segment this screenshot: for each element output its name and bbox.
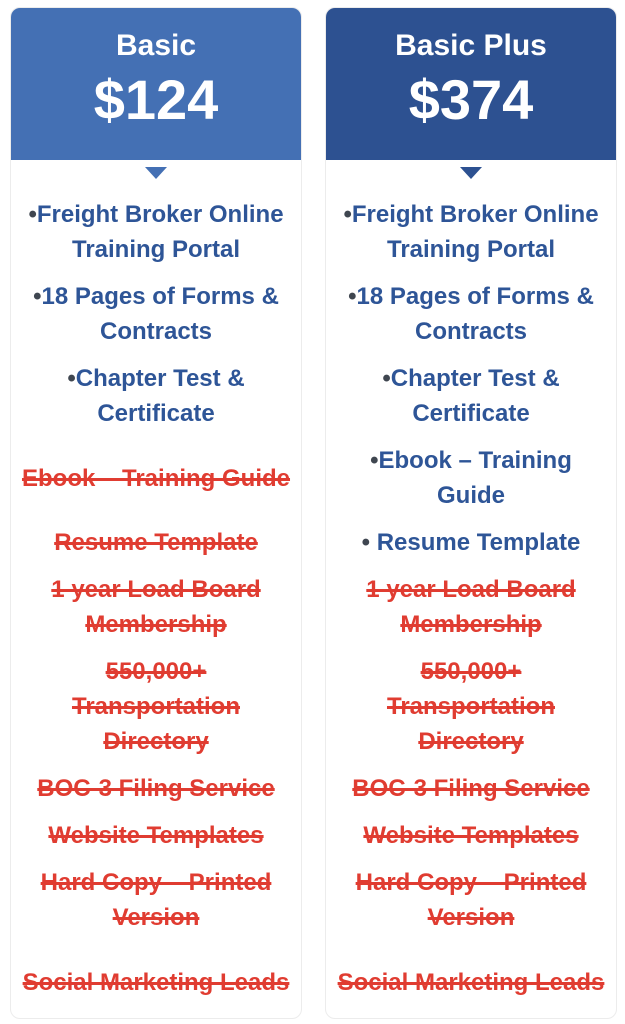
plan-title: Basic xyxy=(115,29,197,62)
feature-line: Version xyxy=(112,904,200,931)
feature-line: Hard Copy – Printed xyxy=(355,869,587,896)
feature-item-included xyxy=(326,361,616,431)
feature-item-excluded xyxy=(326,771,616,806)
plan-card-basic xyxy=(10,7,302,1019)
feature-item-excluded xyxy=(11,771,301,806)
bullet-icon: • xyxy=(67,365,76,392)
plan-title: Basic Plus xyxy=(395,29,547,62)
plan-price: $374 xyxy=(408,68,534,131)
feature-item-excluded xyxy=(326,865,616,935)
feature-line: 1 year Load Board xyxy=(51,576,261,603)
feature-item-excluded xyxy=(11,654,301,759)
feature-item-excluded xyxy=(326,572,616,642)
feature-list xyxy=(11,179,301,1017)
feature-line: Contracts xyxy=(99,318,213,345)
feature-item-included xyxy=(326,279,616,349)
bullet-icon: • xyxy=(33,283,42,310)
feature-item-excluded xyxy=(11,572,301,642)
feature-line: Resume Template xyxy=(54,529,258,556)
feature-item-included xyxy=(326,525,616,560)
feature-item-included xyxy=(326,197,616,267)
feature-item-excluded xyxy=(11,818,301,853)
bullet-icon: • xyxy=(348,283,357,310)
bullet-icon: • xyxy=(343,201,352,228)
bullet-icon: • xyxy=(361,529,371,556)
feature-line: Hard Copy – Printed xyxy=(40,869,272,896)
feature-line: •Freight Broker Online xyxy=(28,201,284,228)
plan-header-basic-plus xyxy=(326,8,616,160)
feature-line: Training Portal xyxy=(71,236,241,263)
plan-header-basic xyxy=(11,8,301,160)
feature-line: Membership xyxy=(85,611,227,638)
feature-line: Social Marketing Leads xyxy=(337,968,605,996)
feature-line: BOC-3 Filing Service xyxy=(352,775,590,802)
feature-line: 550,000+ xyxy=(105,658,207,685)
feature-item-included xyxy=(11,279,301,349)
feature-line: Transportation xyxy=(386,693,555,720)
feature-line: Contracts xyxy=(414,318,528,345)
plan-card-basic-plus xyxy=(325,7,617,1019)
feature-line: •Ebook – Training xyxy=(370,447,572,474)
feature-line: BOC-3 Filing Service xyxy=(37,775,275,802)
feature-line: Certificate xyxy=(97,400,215,427)
triangle-down-icon xyxy=(145,167,167,179)
feature-line: 1 year Load Board xyxy=(366,576,576,603)
feature-item-excluded xyxy=(326,947,616,1017)
feature-item-excluded xyxy=(326,654,616,759)
feature-line: Website Templates xyxy=(363,822,579,849)
feature-line: 550,000+ xyxy=(420,658,522,685)
bullet-icon: • xyxy=(382,365,391,392)
feature-line: Training Portal xyxy=(386,236,556,263)
feature-item-included xyxy=(11,197,301,267)
feature-line: Version xyxy=(427,904,515,931)
triangle-down-icon xyxy=(460,167,482,179)
plan-price: $124 xyxy=(93,68,219,131)
feature-line: Website Templates xyxy=(48,822,264,849)
feature-line: •Freight Broker Online xyxy=(343,201,599,228)
feature-item-included xyxy=(326,443,616,513)
feature-line: Guide xyxy=(436,482,505,509)
feature-line: •18 Pages of Forms & xyxy=(33,283,279,310)
feature-line: •Chapter Test & xyxy=(382,365,560,392)
feature-line: • Resume Template xyxy=(361,529,581,556)
feature-line: •18 Pages of Forms & xyxy=(348,283,594,310)
feature-line: Social Marketing Leads xyxy=(22,968,290,996)
feature-line: Membership xyxy=(400,611,542,638)
feature-item-excluded xyxy=(11,443,301,513)
feature-line: Certificate xyxy=(412,400,530,427)
feature-list xyxy=(326,179,616,1017)
feature-line: Directory xyxy=(103,728,209,755)
feature-line: •Chapter Test & xyxy=(67,365,245,392)
feature-item-excluded xyxy=(11,525,301,560)
feature-item-excluded xyxy=(11,947,301,1017)
feature-item-excluded xyxy=(11,865,301,935)
feature-item-excluded xyxy=(326,818,616,853)
bullet-icon: • xyxy=(28,201,37,228)
feature-item-included xyxy=(11,361,301,431)
feature-line: Directory xyxy=(418,728,524,755)
feature-line: Transportation xyxy=(71,693,240,720)
bullet-icon: • xyxy=(370,447,379,474)
feature-line: Ebook – Training Guide xyxy=(21,464,291,492)
